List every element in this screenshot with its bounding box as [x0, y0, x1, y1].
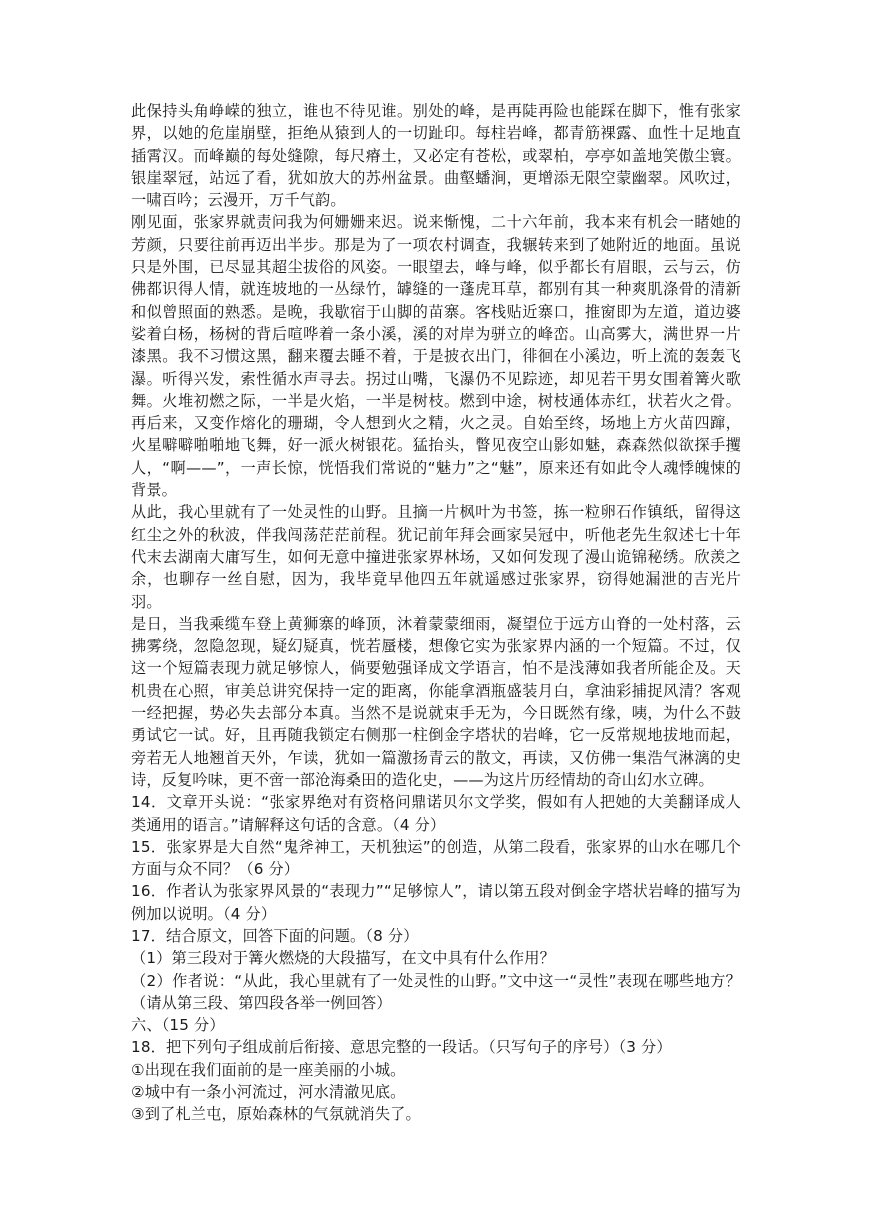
- question-15: 15．张家界是大自然“鬼斧神工，天机独运”的创造，从第二段看，张家界的山水在哪几个方面与众不同？（6 分）: [131, 837, 741, 879]
- sentence-option-3: ③到了札兰屯，原始森林的气氛就消失了。: [131, 1105, 421, 1124]
- question-17-part-2: （2）作者说：“从此，我心里就有了一处灵性的山野。”文中这一“灵性”表现在哪些地方？（请从第三段、第四段各举一例回答）: [131, 971, 741, 1012]
- question-17: 17．结合原文，回答下面的问题。（8 分）: [131, 926, 419, 945]
- passage-paragraph-2: 刚见面，张家界就责问我为何姗姗来迟。说来惭愧，二十六年前，我本来有机会一睹她的芳颜，只要往前再迈出半步。那是为了一项农村调查，我辗转来到了她附近的地面。虽说只是外围，已尽显其超尘拔俗的风姿。一眼望去，峰与峰，似乎都长有眉眼，云与云，仿佛都识得人情，就连坡地的一丛绿竹，罅缝的一蓬虎耳草，都别有其一种爽肌涤骨的清新和似曾照面的熟悉。是晚，我歇宿于山脚的苗寨。客栈贴近寨口，推窗即为左道，道边婆娑着白杨，杨树的背后喧哗着一条小溪，溪的对岸为骈立的峰峦。山高雾大，满世界一片漆黑。我不习惯这黑，翻来覆去睡不着，于是披衣出门，徘徊在小溪边，听上流的轰轰飞瀑。听得兴发，索性循水声寻去。拐过山嘴，飞瀑仍不见踪迹，却见若干男女围着篝火歌舞。火堆初燃之际，一半是火焰，一半是树枝。燃到中途，树枝通体赤红，状若火之骨。再后来，又变作熔化的珊瑚，令人想到火之精，火之灵。自始至终，场地上方火苗四蹿，火星噼噼啪啪地飞舞，好一派火树银花。猛抬头，瞥见夜空山影如魅，森森然似欲探手攫人，“啊——”，一声长惊，恍悟我们常说的“魅力”之“魅”，原来还有如此令人魂悸魄悚的背景。: [131, 213, 741, 500]
- sentence-option-2: ②城中有一条小河流过，河水清澈见底。: [131, 1083, 406, 1102]
- passage-paragraph-4: 是日，当我乘缆车登上黄狮寨的峰顶，沐着蒙蒙细雨，凝望位于远方山脊的一处村落，云拂雾绕，忽隐忽现，疑幻疑真，恍若蜃楼，想像它实为张家界内涵的一个短篇。不过，仅这一个短篇表现力就足够惊人，倘要勉强译成文学语言，怕不是浅薄如我者所能企及。天机贵在心照，审美总讲究保持一定的距离，你能拿酒瓶盛装月白，拿油彩捕捉风清？客观一经把握，势必失去部分本真。当然不是说就束手无为，今日既然有缘，咦，为什么不鼓勇试它一试。好，且再随我锁定右侧那一柱倒金字塔状的岩峰，它一反常规地拔地而起，旁若无人地翘首天外，乍读，犹如一篇激扬青云的散文，再读，又仿佛一集浩气淋漓的史诗，反复吟味，更不啻一部沧海桑田的造化史，——为这片历经情劫的奇山幻水立碑。: [131, 614, 741, 789]
- question-14: 14．文章开头说：“张家界绝对有资格问鼎诺贝尔文学奖，假如有人把她的大美翻译成人类通用的语言。”请解释这句话的含意。（4 分）: [131, 793, 741, 834]
- document-body: [131, 100, 741, 1126]
- question-18: 18．把下列句子组成前后衔接、意思完整的一段话。（只写句子的序号）（3 分）: [131, 1038, 672, 1057]
- section-six-heading: 六、（15 分）: [131, 1016, 225, 1035]
- question-16: 16．作者认为张家界风景的“表现力”“足够惊人”，请以第五段对倒金字塔状岩峰的描写为例加以说明。（4 分）: [131, 882, 741, 923]
- question-17-part-1: （1）第三段对于篝火燃烧的大段描写，在文中具有什么作用？: [131, 949, 555, 968]
- sentence-option-1: ①出现在我们面前的是一座美丽的小城。: [131, 1060, 406, 1079]
- passage-paragraph-1: 此保持头角峥嵘的独立，谁也不待见谁。别处的峰，是再陡再险也能踩在脚下，惟有张家界，以她的危崖崩壁，拒绝从猿到人的一切趾印。每柱岩峰，都青筋裸露、血性十足地直插霄汉。而峰巅的每处缝隙，每尺瘠土，又必定有苍松，或翠柏，亭亭如盖地笑傲尘寰。银崖翠冠，站远了看，犹如放大的苏州盆景。曲壑蟠涧，更增添无限空蒙幽翠。风吹过，一啸百吟；云漫开，万千气韵。: [131, 102, 741, 210]
- passage-paragraph-3: 从此，我心里就有了一处灵性的山野。且摘一片枫叶为书签，拣一粒卵石作镇纸，留得这红尘之外的秋波，伴我闯荡茫茫前程。犹记前年拜会画家吴冠中，听他老先生叙述七十年代末去湖南大庸写生，如何无意中撞进张家界林场，又如何发现了漫山诡锦秘绣。欣羡之余，也聊存一丝自慰，因为，我毕竟早他四五年就遥感过张家界，窃得她漏泄的吉光片羽。: [131, 503, 741, 611]
